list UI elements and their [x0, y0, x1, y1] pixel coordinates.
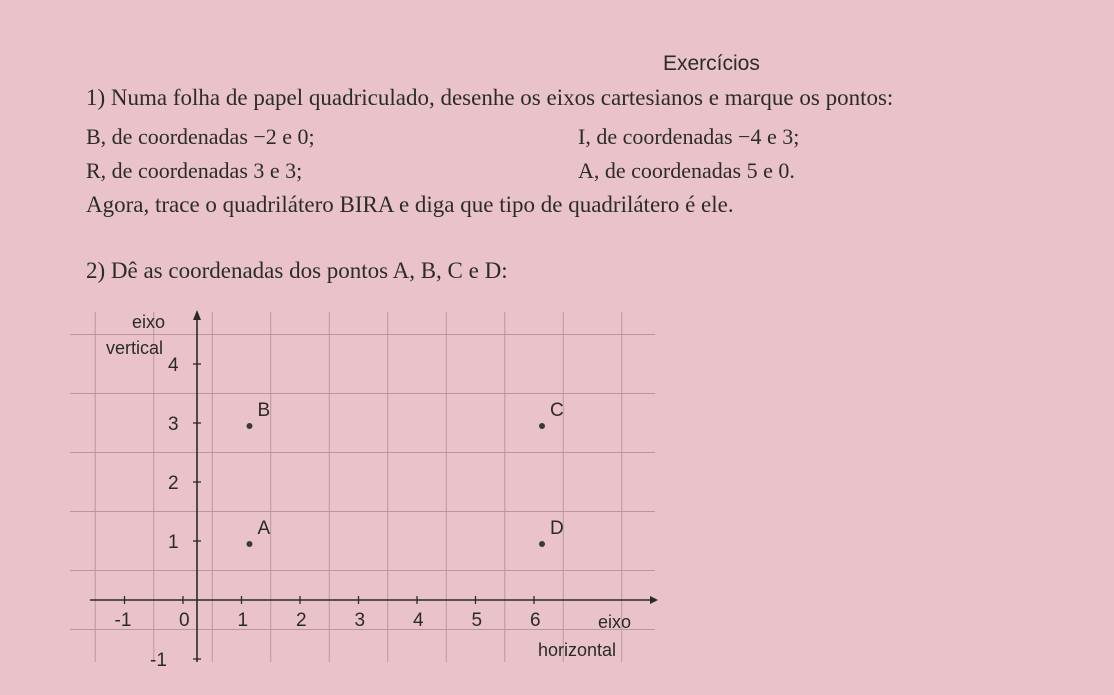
point-label-c: C — [550, 400, 564, 421]
point-c — [539, 423, 545, 429]
y-tick-label: 4 — [168, 355, 179, 376]
y-axis-label-line-1: eixo — [132, 312, 166, 332]
point-b — [247, 423, 253, 429]
x-tick-label: 4 — [413, 610, 424, 631]
page-title: Exercícios — [663, 52, 760, 75]
point-label-d: D — [550, 518, 564, 539]
x-axis-arrow — [650, 596, 658, 604]
x-axis-label-line-1: eixo — [598, 612, 632, 632]
x-tick-label: 5 — [471, 610, 483, 631]
point-label-b: B — [257, 400, 271, 421]
x-tick-label: 0 — [179, 610, 190, 631]
point-d — [539, 541, 545, 547]
exercise-1-prompt: 1) Numa folha de papel quadriculado, desenhe os eixos cartesianos e marque os pontos: — [86, 85, 894, 110]
x-tick-label: 3 — [354, 610, 366, 631]
y-tick-label: 2 — [168, 473, 179, 494]
point-label-a: A — [257, 518, 271, 539]
exercise-1-point-b: B, de coordenadas −2 e 0; — [86, 124, 315, 149]
y-tick-label: -1 — [150, 650, 167, 671]
x-axis-label-line-2: horizontal — [538, 640, 617, 660]
y-axis-label-line-2: vertical — [106, 338, 164, 358]
exercise-2-prompt: 2) Dê as coordenadas dos pontos A, B, C e D: — [86, 258, 508, 283]
x-tick-label: -1 — [114, 610, 132, 631]
exercise-1-instruction: Agora, trace o quadrilátero BIRA e diga que tipo de quadrilátero é ele. — [86, 192, 734, 217]
exercise-1-point-a: A, de coordenadas 5 e 0. — [578, 158, 795, 183]
exercise-1-point-i: I, de coordenadas −4 e 3; — [578, 124, 800, 149]
point-a — [247, 541, 253, 547]
x-tick-label: 1 — [237, 610, 249, 631]
y-axis-arrow — [193, 310, 201, 320]
data-points — [247, 400, 564, 547]
x-tick-label: 6 — [530, 610, 541, 631]
exercise-1-point-r: R, de coordenadas 3 e 3; — [86, 158, 303, 183]
y-tick-label: 3 — [168, 414, 179, 435]
x-tick-label: 2 — [296, 610, 307, 631]
tick-labels — [115, 355, 541, 671]
y-tick-label: 1 — [168, 532, 179, 553]
axis-labels — [106, 312, 631, 660]
